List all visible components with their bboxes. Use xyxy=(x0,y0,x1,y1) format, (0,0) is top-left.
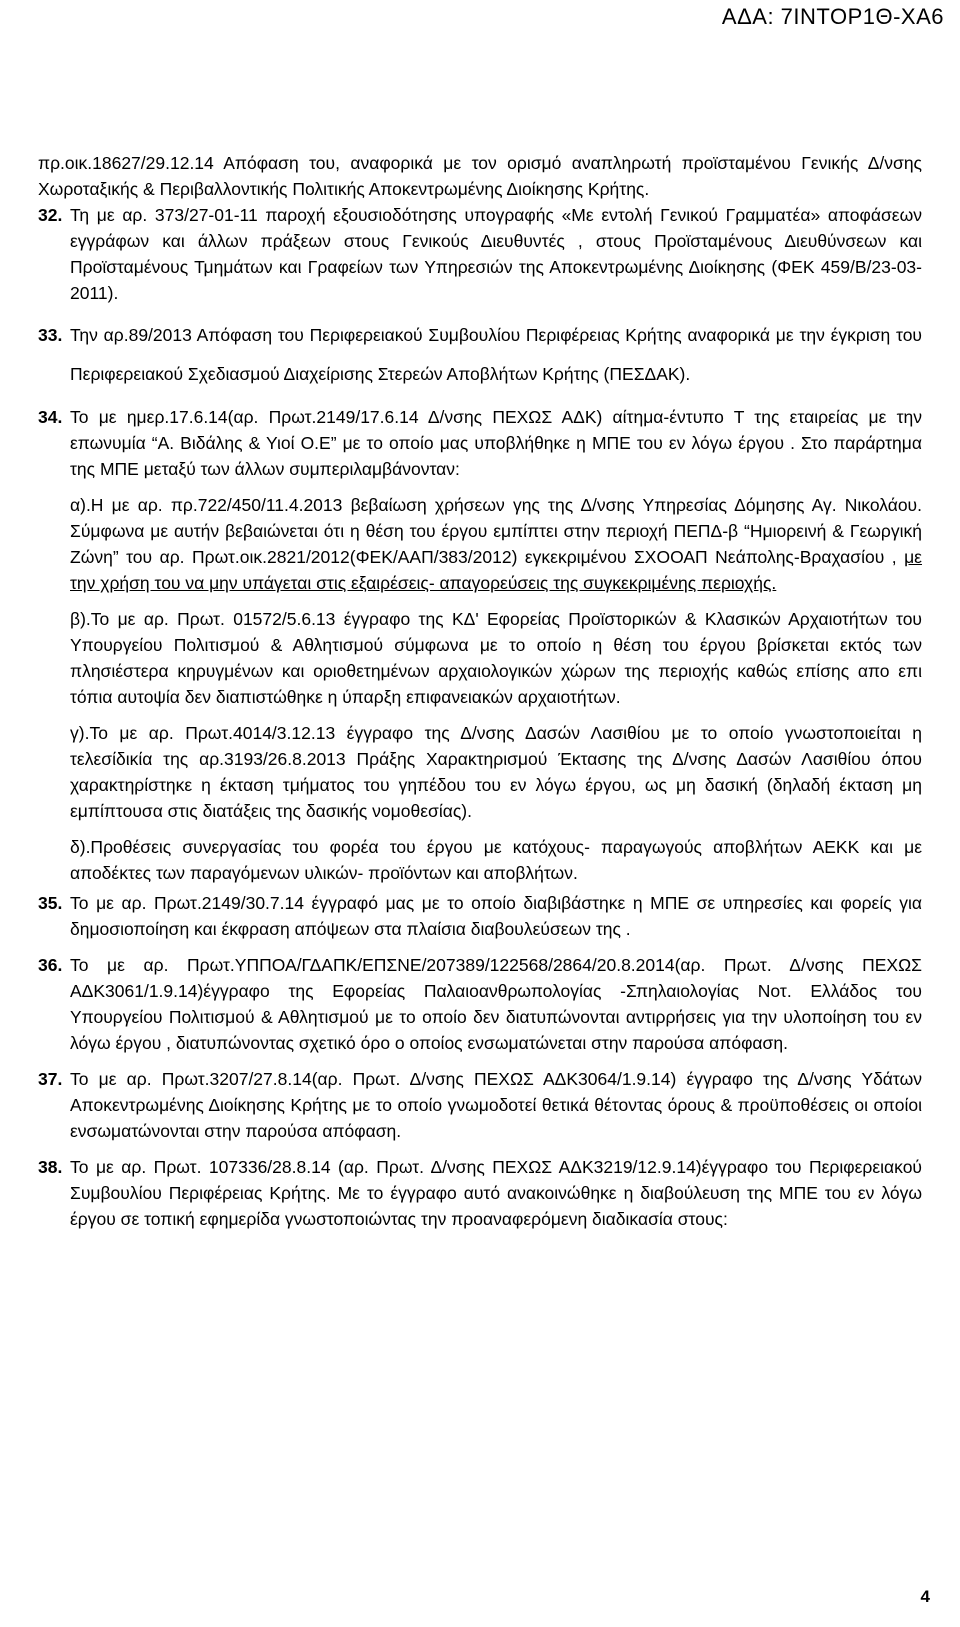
item-text: Την αρ.89/2013 Απόφαση του Περιφερειακού Συμβουλίου Περιφέρειας Κρήτης αναφορικά με την έγκριση του Περιφερειακού Σχεδιασμού Διαχείρισης Στερεών Αποβλήτων Κρήτης (ΠΕΣΔΑΚ). xyxy=(70,325,922,384)
item-number: 35. xyxy=(38,893,63,913)
item-number: 32. xyxy=(38,205,63,225)
item-number: 36. xyxy=(38,955,63,975)
list-item-36 xyxy=(38,952,922,1056)
item-number: 38. xyxy=(38,1157,63,1177)
sub-item-a xyxy=(38,492,922,596)
item-text: Το με αρ. Πρωτ. 107336/28.8.14 (αρ. Πρωτ. Δ/νσης ΠΕΧΩΣ ΑΔΚ3219/12.9.14)έγγραφο του Περιφερειακού Συμβουλίου Περιφέρειας Κρήτης. Με το έγγραφο αυτό ανακοινώθηκε η διαβούλευση της ΜΠΕ του εν λόγω έργου σε τοπική εφημερίδα γνωστοποιώντας την προαναφερόμενη διαδικασία στους: xyxy=(70,1157,922,1229)
list-item-34 xyxy=(38,404,922,482)
sub-item-b-text: β).Το με αρ. Πρωτ. 01572/5.6.13 έγγραφο της ΚΔ' Εφορείας Προϊστορικών & Κλασικών Αρχαιοτήτων του Υπουργείου Πολιτισμού & Αθλητισμού σύμφωνα με το οποίο η θέση του έργου βρίσκεται εκτός των πλησιέστερα κηρυγμένων και οριοθετημένων αρχαιολογικών χώρων της περιοχής καθώς επίσης απο επι τόπια αυτοψία δεν διαπιστώθηκε η ύπαρξη επιφανειακών αρχαιοτήτων. xyxy=(70,609,922,707)
list-item-33 xyxy=(38,316,922,394)
sub-item-b xyxy=(38,606,922,710)
page-number: 4 xyxy=(920,1587,930,1606)
item-text: Το με αρ. Πρωτ.3207/27.8.14(αρ. Πρωτ. Δ/νσης ΠΕΧΩΣ ΑΔΚ3064/1.9.14) έγγραφο της Δ/νσης Υδάτων Αποκεντρωμένης Διοίκησης Κρήτης με το οποίο γνωμοδοτεί θετικά θέτοντας όρους & προϋποθέσεις οι οποίοι ενσωματώνονται στην παρούσα απόφαση. xyxy=(70,1069,922,1141)
sub-item-c xyxy=(38,720,922,824)
sub-item-d-text: δ).Προθέσεις συνεργασίας του φορέα του έργου με κατόχους- παραγωγούς αποβλήτων ΑΕΚΚ και με αποδέκτες των παραγόμενων υλικών- προϊόντων και αποβλήτων. xyxy=(70,837,922,883)
list-item-37 xyxy=(38,1066,922,1144)
item-text: Το με αρ. Πρωτ.ΥΠΠΟΑ/ΓΔΑΠΚ/ΕΠΣΝΕ/207389/122568/2864/20.8.2014(αρ. Πρωτ. Δ/νσης ΠΕΧΩΣ ΑΔΚ3061/1.9.14)έγγραφο της Εφορείας Παλαιοανθρωπολογίας -Σπηλαιολογίας Νοτ. Ελλάδος του Υπουργείου Πολιτισμού & Αθλητισμού με το οποίο δεν διατυπώνονται αντιρρήσεις για την υλοποίηση του εν λόγω έργου , διατυπώνοντας σχετικό όρο ο οποίος ενσωματώνεται στην παρούσα απόφαση. xyxy=(70,955,922,1053)
item-text: Το με ημερ.17.6.14(αρ. Πρωτ.2149/17.6.14 Δ/νσης ΠΕΧΩΣ ΑΔΚ) αίτημα-έντυπο Τ της εταιρείας με την επωνυμία “Α. Βιδάλης & Υιοί Ο.Ε” με το οποίο μας υποβλήθηκε η ΜΠΕ του εν λόγω έργου . Στο παράρτημα της ΜΠΕ μεταξύ των άλλων συμπεριλαμβάνονταν: xyxy=(70,407,922,479)
document-body xyxy=(38,150,922,1232)
sub-item-c-text: γ).Το με αρ. Πρωτ.4014/3.12.13 έγγραφο της Δ/νσης Δασών Λασιθίου με το οποίο γνωστοποιείται η τελεσίδικία της αρ.3193/26.8.2013 Πράξης Χαρακτηρισμού Έκτασης της Δ/νσης Δασών Λασιθίου όπου χαρακτηρίστηκε η έκταση τμήματος του γηπέδου του εν λόγω έργου, ως μη δασική (δηλαδή έκταση μη εμπίπτουσα στις διατάξεις της δασικής νομοθεσίας). xyxy=(70,723,922,821)
sub-item-d xyxy=(38,834,922,886)
list-item-35 xyxy=(38,890,922,942)
item-number: 34. xyxy=(38,407,63,427)
list-item-38 xyxy=(38,1154,922,1232)
intro-paragraph: πρ.οικ.18627/29.12.14 Απόφαση του, αναφορικά με τον ορισμό αναπληρωτή προϊσταμένου Γενικής Δ/νσης Χωροταξικής & Περιβαλλοντικής Πολιτικής Αποκεντρωμένης Διοίκησης Κρήτης. xyxy=(38,153,922,199)
list-item-32 xyxy=(38,202,922,306)
sub-item-a-underlined: με την χρήση του να μην υπάγεται στις εξαιρέσεις- απαγορεύσεις της συγκεκριμένης περιοχής. xyxy=(70,547,922,593)
sub-item-a-text: α).Η με αρ. πρ.722/450/11.4.2013 βεβαίωση χρήσεων γης της Δ/νσης Υπηρεσίας Δόμησης Αγ. Νικολάου. Σύμφωνα με αυτήν βεβαιώνεται ότι η θέση του έργου εμπίπτει στην περιοχή ΠΕΠΔ-β “Ημιορεινή & Γεωργική Ζώνη” του αρ. Πρωτ.οικ.2821/2012(ΦΕΚ/ΑΑΠ/383/2012) εγκεκριμένου ΣΧΟΟΑΠ Νεάπολης-Βραχασίου , xyxy=(70,495,922,567)
item-number: 37. xyxy=(38,1069,63,1089)
item-text: Τη με αρ. 373/27-01-11 παροχή εξουσιοδότησης υπογραφής «Με εντολή Γενικού Γραμματέα» αποφάσεων εγγράφων και άλλων πράξεων στους Γενικούς Διευθυντές , στους Προϊσταμένους Διευθύνσεων και Προϊσταμένους Τμημάτων και Γραφείων των Υπηρεσιών της Αποκεντρωμένης Διοίκησης (ΦΕΚ 459/Β/23-03-2011). xyxy=(70,205,922,303)
ada-code: ΑΔΑ: 7ΙΝΤΟΡ1Θ-ΧΑ6 xyxy=(721,4,944,29)
item-text: Το με αρ. Πρωτ.2149/30.7.14 έγγραφό μας με το οποίο διαβιβάστηκε η ΜΠΕ σε υπηρεσίες και φορείς για δημοσιοποίηση και έκφραση απόψεων στα πλαίσια διαβουλεύσεων της . xyxy=(70,893,922,939)
item-number: 33. xyxy=(38,325,63,345)
